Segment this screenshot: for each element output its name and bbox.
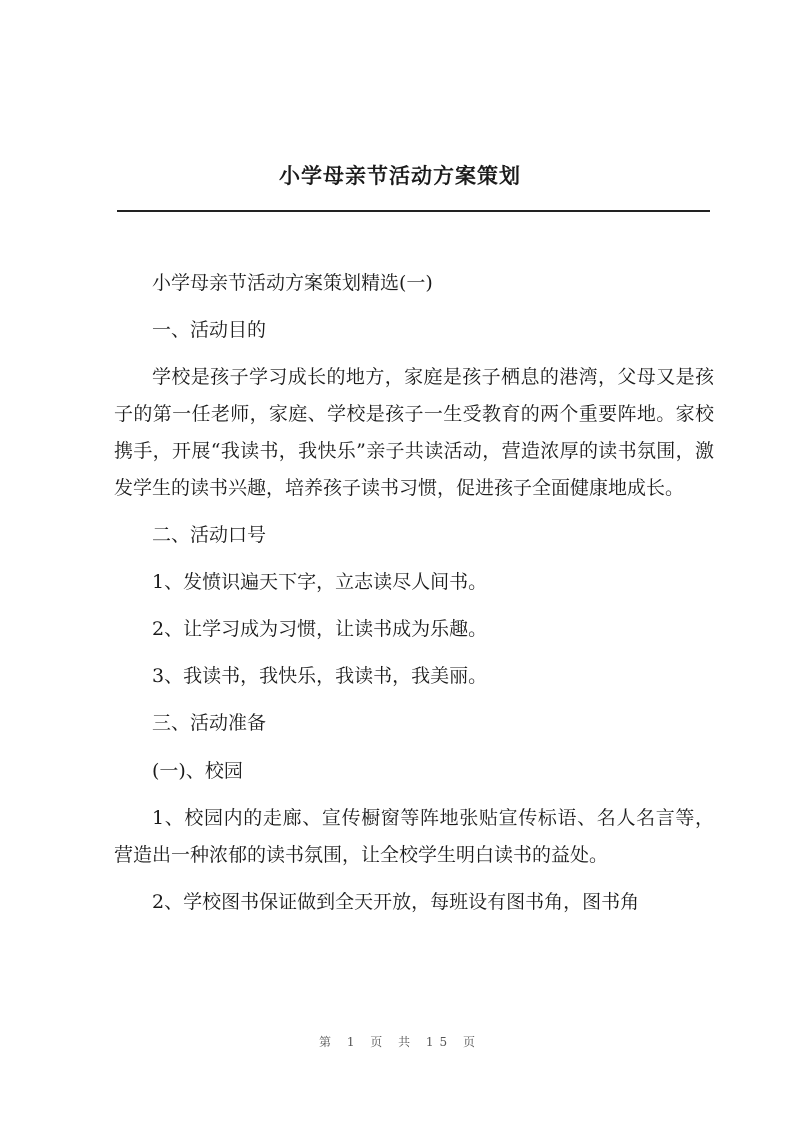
subheading-campus: (一)、校园 [152,759,243,782]
heading-slogan: 二、活动口号 [152,524,267,547]
document-title: 小学母亲节活动方案策划 [279,163,521,188]
paragraph-purpose: 学校是孩子学习成长的地方，家庭是孩子栖息的港湾，父母又是孩子的第一任老师，家庭、学校是孩子一生受教育的两个重要阵地。家校携手，开展“我读书，我快乐”亲子共读活动，营造浓厚的读书氛围，激发学生的读书兴趣，培养孩子读书习惯，促进孩子全面健康地成长。 [114,366,714,500]
campus-item-2: 2、学校图书保证做到全天开放，每班设有图书角，图书角 [152,890,640,913]
heading-purpose: 一、活动目的 [152,319,267,342]
page-footer: 第 1 页 共 15 页 [319,1035,481,1049]
slogan-item-1: 1、发愤识遍天下字，立志读尽人间书。 [152,571,488,594]
campus-item-1: 1、校园内的走廊、宣传橱窗等阵地张贴宣传标语、名人名言等，营造出一种浓郁的读书氛围，让全校学生明白读书的益处。 [114,806,714,866]
paragraph-subtitle: 小学母亲节活动方案策划精选(一) [152,272,433,294]
document-body [114,265,714,931]
title-divider [117,210,710,212]
slogan-item-3: 3、我读书，我快乐，我读书，我美丽。 [152,665,488,688]
heading-preparation: 三、活动准备 [152,712,267,735]
slogan-item-2: 2、让学习成为习惯，让读书成为乐趣。 [152,618,488,641]
